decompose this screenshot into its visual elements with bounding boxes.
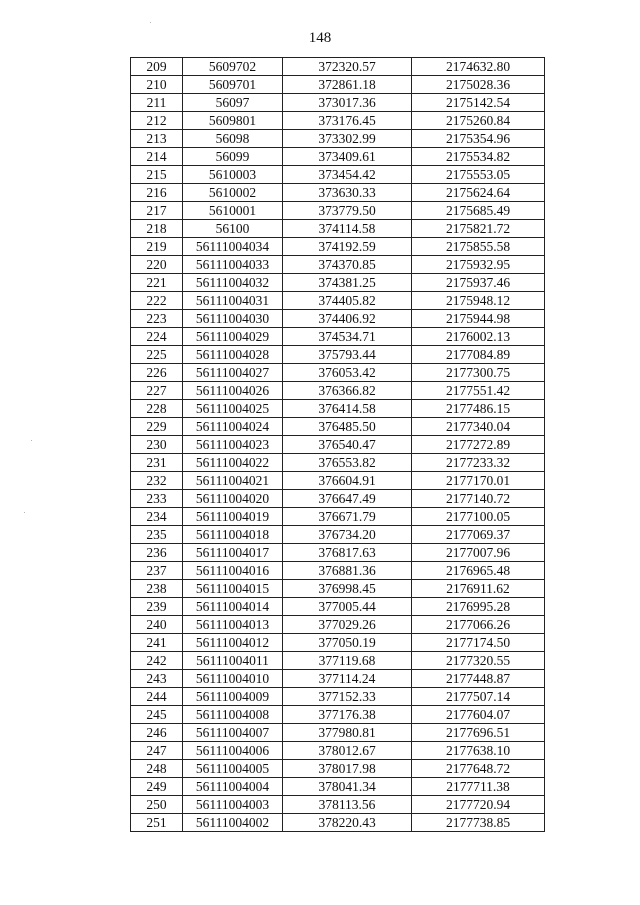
point-index-cell: 218 xyxy=(131,220,183,238)
y-coordinate-cell: 2177340.04 xyxy=(412,418,545,436)
y-coordinate-cell: 2176911.62 xyxy=(412,580,545,598)
table-row xyxy=(131,292,545,310)
point-index-cell: 247 xyxy=(131,742,183,760)
point-index-cell: 211 xyxy=(131,94,183,112)
y-coordinate-cell: 2177174.50 xyxy=(412,634,545,652)
table-row xyxy=(131,508,545,526)
x-coordinate-cell: 376540.47 xyxy=(283,436,412,454)
point-index-cell: 219 xyxy=(131,238,183,256)
point-id-cell: 56111004025 xyxy=(183,400,283,418)
x-coordinate-cell: 373779.50 xyxy=(283,202,412,220)
point-index-cell: 231 xyxy=(131,454,183,472)
point-index-cell: 238 xyxy=(131,580,183,598)
point-index-cell: 249 xyxy=(131,778,183,796)
table-row xyxy=(131,346,545,364)
table-row xyxy=(131,688,545,706)
y-coordinate-cell: 2177170.01 xyxy=(412,472,545,490)
y-coordinate-cell: 2175944.98 xyxy=(412,310,545,328)
point-index-cell: 251 xyxy=(131,814,183,832)
point-index-cell: 237 xyxy=(131,562,183,580)
x-coordinate-cell: 377029.26 xyxy=(283,616,412,634)
point-id-cell: 56111004008 xyxy=(183,706,283,724)
y-coordinate-cell: 2177638.10 xyxy=(412,742,545,760)
point-index-cell: 250 xyxy=(131,796,183,814)
point-id-cell: 56111004013 xyxy=(183,616,283,634)
coordinates-table-body xyxy=(131,58,545,832)
point-id-cell: 56099 xyxy=(183,148,283,166)
y-coordinate-cell: 2175932.95 xyxy=(412,256,545,274)
point-id-cell: 56111004022 xyxy=(183,454,283,472)
point-index-cell: 222 xyxy=(131,292,183,310)
y-coordinate-cell: 2175354.96 xyxy=(412,130,545,148)
point-id-cell: 56111004011 xyxy=(183,652,283,670)
y-coordinate-cell: 2177084.89 xyxy=(412,346,545,364)
y-coordinate-cell: 2177320.55 xyxy=(412,652,545,670)
point-id-cell: 56111004018 xyxy=(183,526,283,544)
point-id-cell: 5609702 xyxy=(183,58,283,76)
x-coordinate-cell: 378113.56 xyxy=(283,796,412,814)
y-coordinate-cell: 2176995.28 xyxy=(412,598,545,616)
x-coordinate-cell: 373176.45 xyxy=(283,112,412,130)
table-row xyxy=(131,454,545,472)
point-index-cell: 239 xyxy=(131,598,183,616)
y-coordinate-cell: 2177069.37 xyxy=(412,526,545,544)
table-row xyxy=(131,94,545,112)
y-coordinate-cell: 2177604.07 xyxy=(412,706,545,724)
table-row xyxy=(131,166,545,184)
point-id-cell: 56111004002 xyxy=(183,814,283,832)
scan-speck xyxy=(150,22,151,23)
table-row xyxy=(131,634,545,652)
point-index-cell: 223 xyxy=(131,310,183,328)
table-row xyxy=(131,238,545,256)
point-id-cell: 5610003 xyxy=(183,166,283,184)
point-index-cell: 233 xyxy=(131,490,183,508)
point-id-cell: 56111004032 xyxy=(183,274,283,292)
y-coordinate-cell: 2176965.48 xyxy=(412,562,545,580)
y-coordinate-cell: 2177738.85 xyxy=(412,814,545,832)
x-coordinate-cell: 376553.82 xyxy=(283,454,412,472)
table-row xyxy=(131,490,545,508)
y-coordinate-cell: 2175855.58 xyxy=(412,238,545,256)
x-coordinate-cell: 374405.82 xyxy=(283,292,412,310)
table-row xyxy=(131,526,545,544)
table-row xyxy=(131,76,545,94)
x-coordinate-cell: 374381.25 xyxy=(283,274,412,292)
table-row xyxy=(131,256,545,274)
table-row xyxy=(131,796,545,814)
y-coordinate-cell: 2176002.13 xyxy=(412,328,545,346)
y-coordinate-cell: 2177272.89 xyxy=(412,436,545,454)
point-id-cell: 5610001 xyxy=(183,202,283,220)
x-coordinate-cell: 378012.67 xyxy=(283,742,412,760)
table-row xyxy=(131,472,545,490)
table-row xyxy=(131,148,545,166)
point-index-cell: 245 xyxy=(131,706,183,724)
point-index-cell: 221 xyxy=(131,274,183,292)
x-coordinate-cell: 377152.33 xyxy=(283,688,412,706)
point-index-cell: 214 xyxy=(131,148,183,166)
point-id-cell: 56111004005 xyxy=(183,760,283,778)
x-coordinate-cell: 374192.59 xyxy=(283,238,412,256)
point-id-cell: 56111004003 xyxy=(183,796,283,814)
y-coordinate-cell: 2175534.82 xyxy=(412,148,545,166)
point-id-cell: 56111004023 xyxy=(183,436,283,454)
x-coordinate-cell: 374114.58 xyxy=(283,220,412,238)
x-coordinate-cell: 374406.92 xyxy=(283,310,412,328)
y-coordinate-cell: 2175685.49 xyxy=(412,202,545,220)
y-coordinate-cell: 2177100.05 xyxy=(412,508,545,526)
point-index-cell: 241 xyxy=(131,634,183,652)
y-coordinate-cell: 2177696.51 xyxy=(412,724,545,742)
point-index-cell: 225 xyxy=(131,346,183,364)
point-index-cell: 220 xyxy=(131,256,183,274)
point-index-cell: 234 xyxy=(131,508,183,526)
table-row xyxy=(131,112,545,130)
point-index-cell: 228 xyxy=(131,400,183,418)
y-coordinate-cell: 2175821.72 xyxy=(412,220,545,238)
x-coordinate-cell: 377005.44 xyxy=(283,598,412,616)
x-coordinate-cell: 377980.81 xyxy=(283,724,412,742)
table-row xyxy=(131,742,545,760)
point-index-cell: 242 xyxy=(131,652,183,670)
x-coordinate-cell: 373454.42 xyxy=(283,166,412,184)
table-row xyxy=(131,382,545,400)
point-index-cell: 246 xyxy=(131,724,183,742)
point-id-cell: 56111004021 xyxy=(183,472,283,490)
y-coordinate-cell: 2177720.94 xyxy=(412,796,545,814)
point-id-cell: 5610002 xyxy=(183,184,283,202)
x-coordinate-cell: 372320.57 xyxy=(283,58,412,76)
x-coordinate-cell: 377119.68 xyxy=(283,652,412,670)
point-id-cell: 56111004026 xyxy=(183,382,283,400)
table-row xyxy=(131,400,545,418)
point-id-cell: 56111004010 xyxy=(183,670,283,688)
x-coordinate-cell: 378017.98 xyxy=(283,760,412,778)
point-index-cell: 230 xyxy=(131,436,183,454)
y-coordinate-cell: 2175260.84 xyxy=(412,112,545,130)
point-id-cell: 56111004028 xyxy=(183,346,283,364)
point-id-cell: 56111004004 xyxy=(183,778,283,796)
point-id-cell: 56111004012 xyxy=(183,634,283,652)
x-coordinate-cell: 375793.44 xyxy=(283,346,412,364)
table-row xyxy=(131,364,545,382)
table-row xyxy=(131,130,545,148)
point-id-cell: 56111004019 xyxy=(183,508,283,526)
y-coordinate-cell: 2177140.72 xyxy=(412,490,545,508)
x-coordinate-cell: 378220.43 xyxy=(283,814,412,832)
point-index-cell: 240 xyxy=(131,616,183,634)
x-coordinate-cell: 377050.19 xyxy=(283,634,412,652)
point-id-cell: 56111004014 xyxy=(183,598,283,616)
table-row xyxy=(131,778,545,796)
y-coordinate-cell: 2177448.87 xyxy=(412,670,545,688)
point-index-cell: 215 xyxy=(131,166,183,184)
y-coordinate-cell: 2177507.14 xyxy=(412,688,545,706)
table-row xyxy=(131,616,545,634)
point-id-cell: 56111004033 xyxy=(183,256,283,274)
x-coordinate-cell: 376671.79 xyxy=(283,508,412,526)
point-index-cell: 226 xyxy=(131,364,183,382)
point-id-cell: 56111004017 xyxy=(183,544,283,562)
x-coordinate-cell: 377114.24 xyxy=(283,670,412,688)
point-index-cell: 227 xyxy=(131,382,183,400)
point-id-cell: 56111004015 xyxy=(183,580,283,598)
point-id-cell: 56111004007 xyxy=(183,724,283,742)
x-coordinate-cell: 373630.33 xyxy=(283,184,412,202)
point-index-cell: 232 xyxy=(131,472,183,490)
table-row xyxy=(131,202,545,220)
x-coordinate-cell: 378041.34 xyxy=(283,778,412,796)
y-coordinate-cell: 2177233.32 xyxy=(412,454,545,472)
table-row xyxy=(131,814,545,832)
y-coordinate-cell: 2175142.54 xyxy=(412,94,545,112)
table-row xyxy=(131,706,545,724)
y-coordinate-cell: 2177007.96 xyxy=(412,544,545,562)
y-coordinate-cell: 2175937.46 xyxy=(412,274,545,292)
table-row xyxy=(131,274,545,292)
table-row xyxy=(131,760,545,778)
table-row xyxy=(131,724,545,742)
point-id-cell: 56111004006 xyxy=(183,742,283,760)
x-coordinate-cell: 373409.61 xyxy=(283,148,412,166)
point-index-cell: 248 xyxy=(131,760,183,778)
point-index-cell: 209 xyxy=(131,58,183,76)
coordinates-table xyxy=(130,57,545,832)
table-row xyxy=(131,670,545,688)
y-coordinate-cell: 2177551.42 xyxy=(412,382,545,400)
point-id-cell: 5609801 xyxy=(183,112,283,130)
point-index-cell: 224 xyxy=(131,328,183,346)
table-row xyxy=(131,544,545,562)
point-id-cell: 56111004029 xyxy=(183,328,283,346)
point-id-cell: 56111004034 xyxy=(183,238,283,256)
point-index-cell: 213 xyxy=(131,130,183,148)
x-coordinate-cell: 373017.36 xyxy=(283,94,412,112)
table-row xyxy=(131,418,545,436)
y-coordinate-cell: 2177300.75 xyxy=(412,364,545,382)
table-row xyxy=(131,580,545,598)
y-coordinate-cell: 2175553.05 xyxy=(412,166,545,184)
x-coordinate-cell: 376366.82 xyxy=(283,382,412,400)
point-index-cell: 210 xyxy=(131,76,183,94)
y-coordinate-cell: 2175028.36 xyxy=(412,76,545,94)
x-coordinate-cell: 374534.71 xyxy=(283,328,412,346)
x-coordinate-cell: 372861.18 xyxy=(283,76,412,94)
y-coordinate-cell: 2177711.38 xyxy=(412,778,545,796)
y-coordinate-cell: 2177066.26 xyxy=(412,616,545,634)
table-row xyxy=(131,310,545,328)
x-coordinate-cell: 376817.63 xyxy=(283,544,412,562)
x-coordinate-cell: 376998.45 xyxy=(283,580,412,598)
scan-speck xyxy=(31,440,32,441)
x-coordinate-cell: 376485.50 xyxy=(283,418,412,436)
point-index-cell: 235 xyxy=(131,526,183,544)
point-id-cell: 56111004009 xyxy=(183,688,283,706)
x-coordinate-cell: 374370.85 xyxy=(283,256,412,274)
table-row xyxy=(131,598,545,616)
table-row xyxy=(131,328,545,346)
table-row xyxy=(131,652,545,670)
point-index-cell: 243 xyxy=(131,670,183,688)
point-id-cell: 56100 xyxy=(183,220,283,238)
table-row xyxy=(131,220,545,238)
point-id-cell: 56111004031 xyxy=(183,292,283,310)
point-id-cell: 56097 xyxy=(183,94,283,112)
table-row xyxy=(131,562,545,580)
scan-speck xyxy=(24,512,25,513)
point-index-cell: 212 xyxy=(131,112,183,130)
table-row xyxy=(131,184,545,202)
y-coordinate-cell: 2175948.12 xyxy=(412,292,545,310)
x-coordinate-cell: 376053.42 xyxy=(283,364,412,382)
y-coordinate-cell: 2177648.72 xyxy=(412,760,545,778)
point-index-cell: 216 xyxy=(131,184,183,202)
table-row xyxy=(131,436,545,454)
x-coordinate-cell: 377176.38 xyxy=(283,706,412,724)
point-id-cell: 56111004020 xyxy=(183,490,283,508)
point-id-cell: 56111004030 xyxy=(183,310,283,328)
y-coordinate-cell: 2175624.64 xyxy=(412,184,545,202)
y-coordinate-cell: 2174632.80 xyxy=(412,58,545,76)
table-row xyxy=(131,58,545,76)
x-coordinate-cell: 376734.20 xyxy=(283,526,412,544)
point-index-cell: 217 xyxy=(131,202,183,220)
point-id-cell: 56111004027 xyxy=(183,364,283,382)
point-index-cell: 244 xyxy=(131,688,183,706)
y-coordinate-cell: 2177486.15 xyxy=(412,400,545,418)
x-coordinate-cell: 376414.58 xyxy=(283,400,412,418)
point-id-cell: 56098 xyxy=(183,130,283,148)
point-index-cell: 236 xyxy=(131,544,183,562)
point-id-cell: 5609701 xyxy=(183,76,283,94)
page-number: 148 xyxy=(308,30,332,46)
x-coordinate-cell: 376881.36 xyxy=(283,562,412,580)
point-id-cell: 56111004016 xyxy=(183,562,283,580)
point-index-cell: 229 xyxy=(131,418,183,436)
x-coordinate-cell: 376604.91 xyxy=(283,472,412,490)
x-coordinate-cell: 373302.99 xyxy=(283,130,412,148)
x-coordinate-cell: 376647.49 xyxy=(283,490,412,508)
point-id-cell: 56111004024 xyxy=(183,418,283,436)
